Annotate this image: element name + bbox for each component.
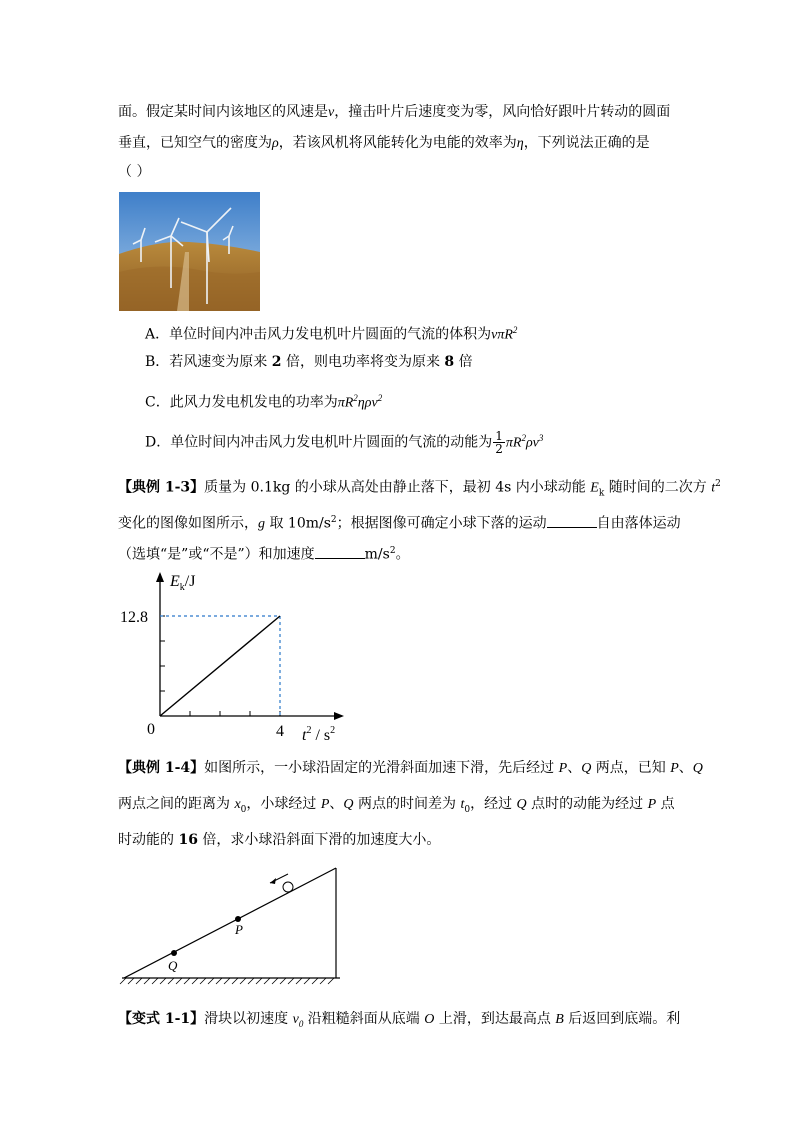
var11-line-1: 【变式 1-1】滑块以初速度 $v_0$ 沿粗糙斜面从底端 O 上滑，到达最高点 B 后返回到底端。利 [118, 1011, 681, 1029]
answer-blank-1[interactable] [547, 513, 597, 528]
ek-t2-chart [110, 566, 360, 756]
ball [283, 882, 293, 892]
ex14-line-2: 两点之间的距离为 $x_0$，小球经过 P、Q 两点的时间差为 $t_0$，经过 Q 点时的动能为经过 P 点 [118, 796, 675, 815]
option-a: A．单位时间内冲击风力发电机叶片圆面的气流的体积为vπR$^2$ [145, 325, 518, 343]
ex14-line-3: 时动能的 16 倍，求小球沿斜面下滑的加速度大小。 [118, 832, 441, 848]
ex13-line-1: 【典例 1-3】质量为 0.1kg 的小球从高处由静止落下，最初 4s 内小球动能 $E_k$ 随时间的二次方 $t^2$ [118, 479, 721, 499]
label-q: Q [168, 958, 178, 973]
y-axis-arrow-icon [156, 572, 164, 582]
one-half-fraction: $\frac{1}{2}$ [495, 429, 503, 457]
arrow-head-icon [270, 878, 276, 884]
incline-surface [124, 868, 336, 978]
ex14-line-1: 【典例 1-4】如图所示，一小球沿固定的光滑斜面加速下滑，先后经过 P、Q 两点，已知 P、Q [118, 760, 703, 776]
x-axis-label: $t^2 / s^2$ [302, 725, 336, 744]
wind-turbine-photo [119, 192, 260, 311]
answer-bracket: （ ） [118, 164, 151, 180]
intro-line-1: 面。假定某时间内该地区的风速是v，撞击叶片后速度变为零，风向恰好跟叶片转动的圆面 [118, 104, 671, 120]
intro-line-2: 垂直，已知空气的密度为ρ，若该风机将风能转化为电能的效率为η，下列说法正确的是 [118, 135, 650, 151]
y-axis-label: $E_k/J$ [170, 573, 196, 593]
x-axis-arrow-icon [334, 712, 344, 720]
origin-label: 0 [147, 721, 155, 738]
ground-hatching [120, 978, 334, 984]
x-tick-label: 4 [276, 723, 284, 740]
point-q [171, 950, 177, 956]
incline-diagram [118, 862, 348, 992]
label-p: P [235, 922, 243, 937]
option-c: C．此风力发电机发电的功率为$\pi R^2\eta\rho v^2$ [145, 393, 383, 411]
answer-blank-2[interactable] [315, 544, 365, 559]
y-tick-label: 12.8 [120, 609, 148, 626]
series-line [160, 616, 280, 716]
option-b: B．若风速变为原来 2 倍，则电功率将变为原来 8 倍 [145, 354, 473, 370]
ex13-line-2: 变化的图像如图所示，g 取 $10m/s^2$；根据图像可确定小球下落的运动 自由落体运动 [118, 510, 681, 535]
option-d: D．单位时间内冲击风力发电机叶片圆面的气流的动能为 $\frac{1}{2}$ $\pi R^2\rho v^3$ [145, 429, 544, 457]
ex13-line-3: （选填“是”或“不是”）和加速度 $m/s^2$。 [118, 541, 410, 565]
